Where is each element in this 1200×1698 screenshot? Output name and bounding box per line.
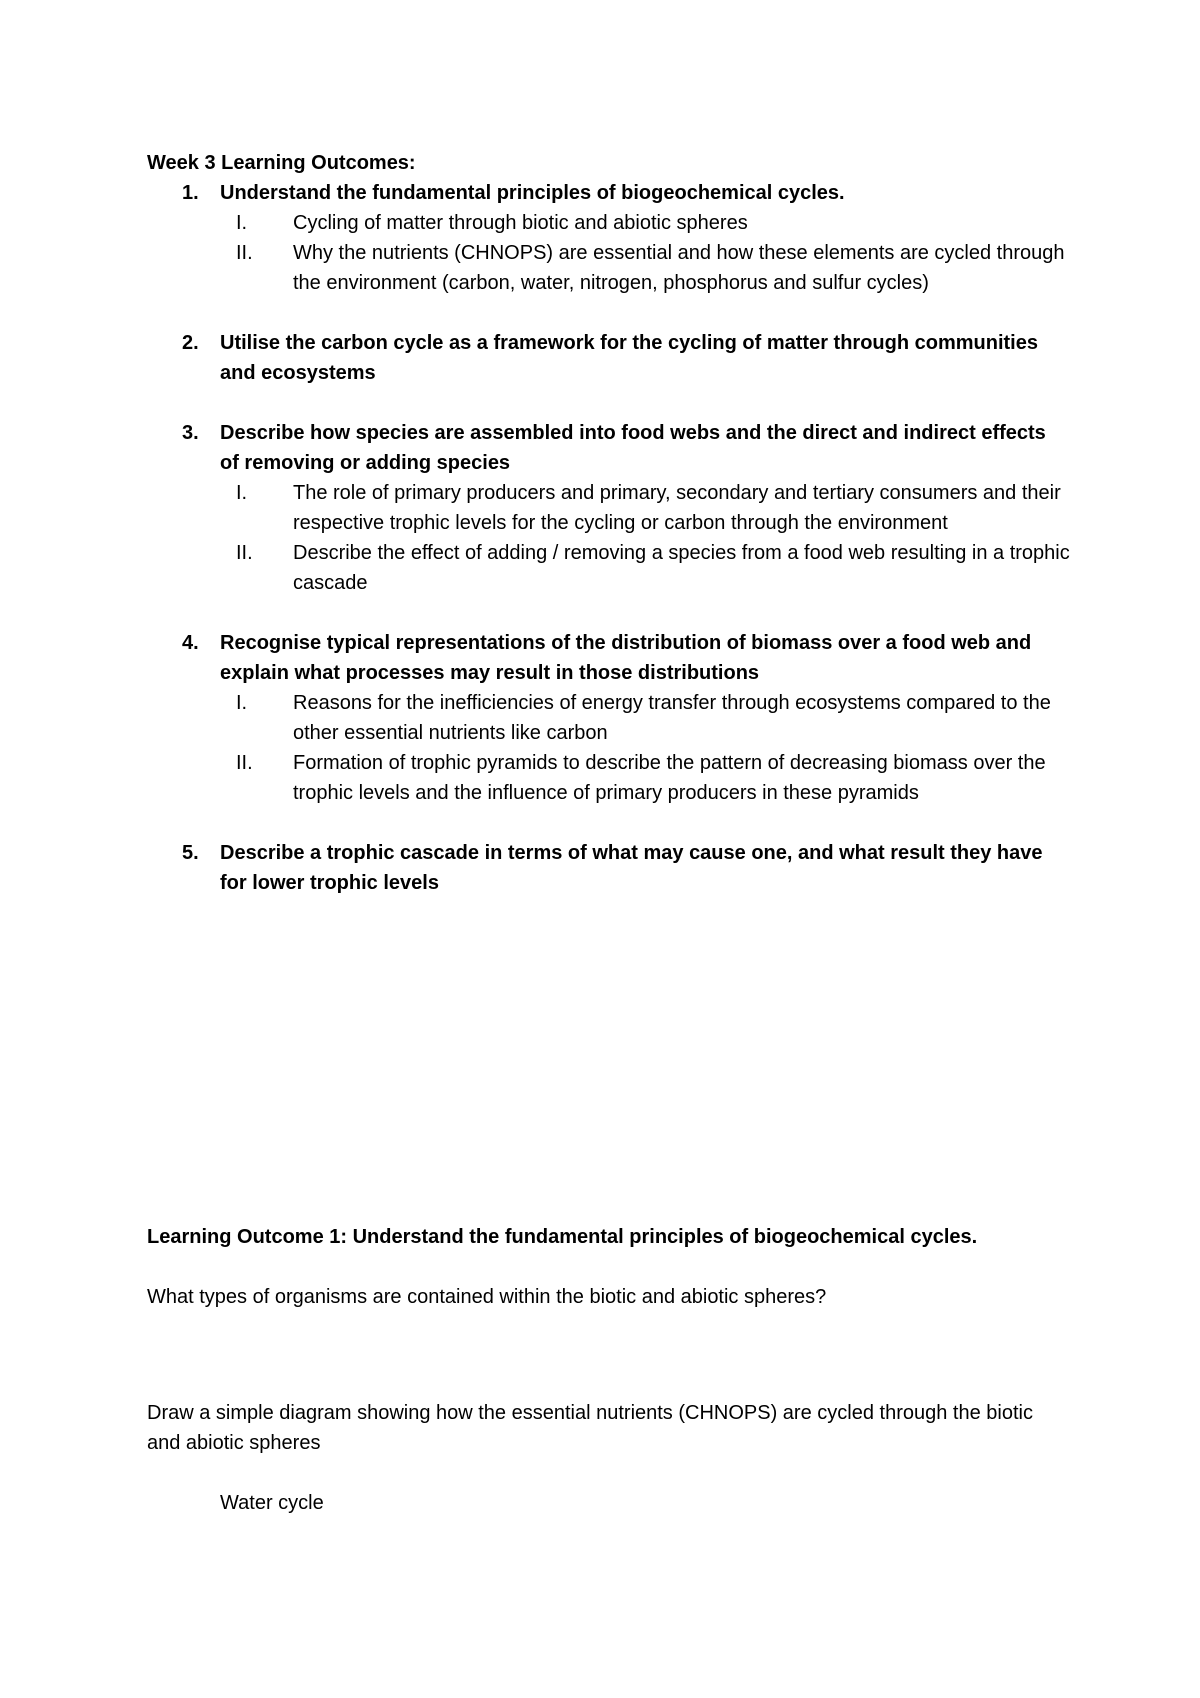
sub-number: I. — [236, 692, 248, 714]
sub-number: I. — [236, 212, 248, 234]
section-title: Learning Outcome 1: Understand the fundamental principles of biogeochemical cycles. — [147, 1226, 978, 1248]
outcome-number: 2. — [182, 332, 199, 354]
outcome-text: Recognise typical representations of the distribution of biomass over a food web and explain what processes may result in those distributions — [220, 632, 1032, 684]
sub-item — [0, 208, 1200, 238]
outcome-item-3 — [0, 418, 1200, 598]
sub-list — [0, 688, 1200, 808]
outcome-item-2 — [0, 328, 1200, 388]
sub-item — [0, 748, 1200, 808]
outcome-number: 1. — [182, 182, 199, 204]
sub-number: II. — [236, 752, 253, 774]
outcome-number: 5. — [182, 842, 199, 864]
sub-number: II. — [236, 242, 253, 264]
outcome-number: 3. — [182, 422, 199, 444]
sub-text: The role of primary producers and primary, secondary and tertiary consumers and their respective trophic levels for the cycling or carbon through the environment — [293, 482, 1061, 534]
sub-list — [0, 208, 1200, 298]
sub-text: Formation of trophic pyramids to describe the pattern of decreasing biomass over the trophic levels and the influence of primary producers in these pyramids — [293, 752, 1046, 804]
outcome-text: Describe a trophic cascade in terms of what may cause one, and what result they have for lower trophic levels — [220, 842, 1043, 894]
water-cycle-label: Water cycle — [220, 1492, 324, 1514]
outcome-text: Describe how species are assembled into food webs and the direct and indirect effects of removing or adding species — [220, 422, 1046, 474]
sub-text: Reasons for the inefficiencies of energy transfer through ecosystems compared to the other essential nutrients like carbon — [293, 692, 1051, 744]
sub-list — [0, 478, 1200, 598]
question-text: Draw a simple diagram showing how the essential nutrients (CHNOPS) are cycled through the biotic and abiotic spheres — [147, 1402, 1033, 1454]
outcomes-list — [0, 178, 1200, 928]
sub-item — [0, 478, 1200, 538]
outcome-text: Utilise the carbon cycle as a framework for the cycling of matter through communities and ecosystems — [220, 332, 1038, 384]
outcome-item-4 — [0, 628, 1200, 808]
page-heading: Week 3 Learning Outcomes: — [147, 152, 416, 174]
sub-item — [0, 688, 1200, 748]
sub-number: I. — [236, 482, 248, 504]
sub-text: Describe the effect of adding / removing a species from a food web resulting in a trophic cascade — [293, 542, 1070, 594]
sub-text: Cycling of matter through biotic and abiotic spheres — [293, 212, 748, 234]
outcome-item-5 — [0, 838, 1200, 898]
sub-item — [0, 538, 1200, 598]
sub-item — [0, 238, 1200, 298]
outcome-text: Understand the fundamental principles of biogeochemical cycles. — [220, 182, 845, 204]
outcome-number: 4. — [182, 632, 199, 654]
outcome-item-1 — [0, 178, 1200, 298]
sub-text: Why the nutrients (CHNOPS) are essential and how these elements are cycled through the environment (carbon, water, nitrogen, phosphorus and sulfur cycles) — [293, 242, 1065, 294]
question-text: What types of organisms are contained within the biotic and abiotic spheres? — [147, 1286, 827, 1308]
sub-number: II. — [236, 542, 253, 564]
